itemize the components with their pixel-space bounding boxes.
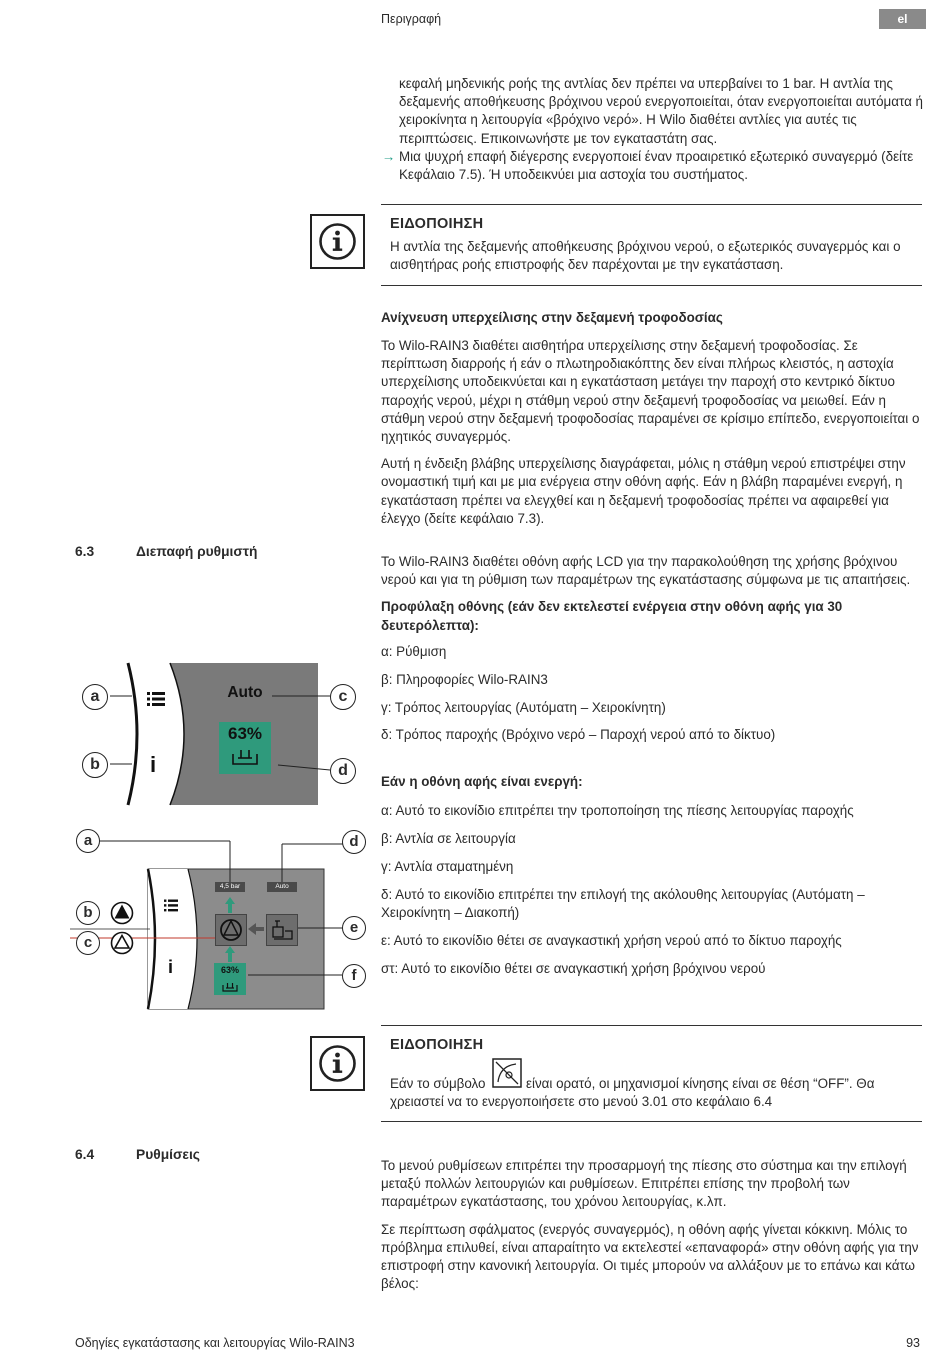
callout-a: a xyxy=(76,829,100,853)
page-header-title: Περιγραφή xyxy=(381,12,442,26)
section-6-4-paragraph-2: Σε περίπτωση σφάλματος (ενεργός συναγερμός), η οθόνη αφής γίνεται κόκκινη. Μόλις το πρόβλημα επιλυθεί, είναι απαραίτητο να εκτελεστεί «επαναφορά» στην οθόνη αφής για την επιστροφή στην κανονική λειτουργία. Οι τιμές μπορούν να αλλάξουν με το επάνω και κάτω βέλος: xyxy=(381,1221,919,1292)
section-6-4-body xyxy=(381,1157,921,1302)
language-badge: el xyxy=(879,9,926,29)
notice1-bottom-rule xyxy=(381,285,922,286)
notice2-text-after-line1 xyxy=(390,1075,915,1111)
supply-mode-tile[interactable] xyxy=(219,722,271,774)
intro-bullet-text: Μια ψυχρή επαφή διέγερσης ενεργοποιεί έναν προαιρετικό εξωτερικό συναγερμό (δείτε Κεφάλαιο 7.5). Ή υποδεικνύει μια αστοχία του συστήματος. xyxy=(399,148,914,183)
section-6-4-paragraph-1: Το μενού ρυθμίσεων επιτρέπει την προσαρμογή της πίεσης στο σύστημα και την επιλογή μεταξύ πολλών λειτουργιών και ρυθμίσεων. Επιτρέπει επίσης την προβολή των παραμέτρων εγκατάστασης, του χρόνου λειτουργίας, κ.λπ. xyxy=(381,1158,907,1210)
section-6-3-body xyxy=(381,553,921,987)
callout-d: d xyxy=(342,830,366,854)
active-heading: Εάν η οθόνη αφής είναι ενεργή: xyxy=(381,773,583,789)
notice1-top-rule xyxy=(381,204,922,205)
active-item: ε: Αυτό το εικονίδιο θέτει σε αναγκαστική χρήση νερού από το δίκτυο παροχής xyxy=(381,932,842,948)
notice2-heading: ΕΙΔΟΠΟΙΗΣΗ xyxy=(390,1037,484,1053)
footer-title: Οδηγίες εγκατάστασης και λειτουργίας Wilo-RAIN3 xyxy=(75,1336,355,1350)
info-icon[interactable]: i xyxy=(168,957,174,977)
overflow-paragraph-2: Αυτή η ένδειξη βλάβης υπερχείλισης διαγράφεται, μόλις η στάθμη νερού επιστρέψει στην ονομαστική τιμή και με μια ενέργεια στην οθόνη αφής. Εάν η βλάβη παραμένει ενεργή, η εγκατάσταση πρέπει να ελεγχθεί και η δεξαμενή τροφοδοσίας πρέπει να αφαιρεθεί για έλεγχο (δείτε κεφάλαιο 7.3). xyxy=(381,456,906,526)
mode-label-small[interactable]: Auto xyxy=(267,882,297,892)
intro-paragraph: κεφαλή μηδενικής ροής της αντλίας δεν πρέπει να υπερβαίνει το 1 bar. Η αντλία της δεξαμενής αποθήκευσης βρόχινου νερού ενεργοποιείται, όταν ενεργοποιείται αυτόματα ή χειροκίνητα η λειτουργία «βρόχινο νερό». Η Wilo διαθέτει αντλίες για αυτές τις περιπτώσεις. Επικοινωνήστε με τον εγκαταστάτη σας. xyxy=(399,76,923,146)
notice2-text-after: είναι ορατό, οι μηχανισμοί κίνησης είναι σε θέση “OFF”. Θα χρειαστεί να το ενεργοποιήσετε στο μενού 3.01 στο κεφάλαιο 6.4 xyxy=(390,1076,875,1110)
menu-list-icon[interactable] xyxy=(164,899,178,917)
tank-percent: 63% xyxy=(220,965,239,975)
info-notice-icon xyxy=(310,1036,365,1091)
callout-b: b xyxy=(76,901,100,925)
active-item: γ: Αντλία σταματημένη xyxy=(381,858,514,874)
screensaver-item: α: Ρύθμιση xyxy=(381,643,447,659)
tank-level-icon xyxy=(222,979,238,997)
pump-running-icon xyxy=(110,901,134,930)
section-6-3-intro: Το Wilo-RAIN3 διαθέτει οθόνη αφής LCD για την παρακολούθηση της χρήσης βρόχινου νερού και για τη ρύθμιση των παραμέτρων της εγκατάστασης σύμφωνα με τις απαιτήσεις. xyxy=(381,554,911,588)
arrow-right-icon: → xyxy=(382,148,396,164)
overflow-heading: Ανίχνευση υπερχείλισης στην δεξαμενή τροφοδοσίας xyxy=(381,310,723,325)
screensaver-heading: Προφύλαξη οθόνης (εάν δεν εκτελεστεί ενέργεια στην οθόνη αφής για 30 δευτερόλεπτα): xyxy=(381,599,843,633)
callout-b: b xyxy=(82,752,108,778)
figure-screensaver xyxy=(70,655,370,815)
overflow-paragraph-1: Το Wilo-RAIN3 διαθέτει αισθητήρα υπερχείλισης στην δεξαμενή τροφοδοσίας. Σε περίπτωση διαρροής ή εάν ο πλωτηροδιακόπτης δεν είναι πλήρως κλειστός, η αστοχία υπερχείλισης υποδεικνύεται και η εγκατάσταση μετάγει την παροχή στο κεντρικό δίκτυο παροχής νερού, μέχρι η στάθμη νερού στην δεξαμενή τροφοδοσίας να μειωθεί. Εάν η στάθμη νερού στην δεξαμενή τροφοδοσίας παραμένει σε κρίσιμο επίπεδο, ενεργοποιείται ο ηχητικός συναγερμός. xyxy=(381,338,920,445)
active-item: στ: Αυτό το εικονίδιο θέτει σε αναγκαστική χρήση βρόχινου νερού xyxy=(381,960,766,976)
intro-bullet xyxy=(382,148,929,184)
notice2-text-before: Εάν το σύμβολο xyxy=(390,1076,486,1091)
pump-tile[interactable] xyxy=(215,914,247,946)
info-icon[interactable]: i xyxy=(150,752,157,777)
callout-c: c xyxy=(330,684,356,710)
mode-label[interactable]: Auto xyxy=(227,684,263,701)
intro-block xyxy=(382,75,929,184)
figure-active-screen xyxy=(70,825,370,1015)
section-6-3-number: 6.3 xyxy=(75,544,95,559)
section-6-4-number: 6.4 xyxy=(75,1147,95,1162)
menu-list-icon[interactable] xyxy=(147,691,165,707)
callout-e: e xyxy=(342,916,366,940)
callout-c: c xyxy=(76,931,100,955)
screensaver-item: γ: Τρόπος λειτουργίας (Αυτόματη – Χειροκίνητη) xyxy=(381,699,666,715)
mains-supply-icon[interactable] xyxy=(266,914,298,946)
notice1-heading: ΕΙΔΟΠΟΙΗΣΗ xyxy=(390,216,484,232)
pump-stopped-icon xyxy=(110,931,134,960)
overflow-body xyxy=(381,337,923,537)
tank-level-icon xyxy=(232,749,258,770)
screensaver-item: β: Πληροφορίες Wilo-RAIN3 xyxy=(381,671,548,687)
rainwater-tile[interactable] xyxy=(214,963,246,995)
screensaver-item: δ: Τρόπος παροχής (Βρόχινο νερό – Παροχή νερού από το δίκτυο) xyxy=(381,727,776,743)
pressure-label[interactable]: 4,5 bar xyxy=(215,882,245,892)
active-item: α: Αυτό το εικονίδιο επιτρέπει την τροποποίηση της πίεσης λειτουργίας παροχής xyxy=(381,802,854,818)
callout-a: a xyxy=(82,684,108,710)
notice2-bottom-rule xyxy=(381,1121,922,1122)
callout-d: d xyxy=(330,758,356,784)
section-6-4-title: Ρυθμίσεις xyxy=(136,1147,200,1162)
page-number: 93 xyxy=(906,1336,920,1350)
tank-percent: 63% xyxy=(227,724,263,743)
callout-f: f xyxy=(342,964,366,988)
active-item: β: Αντλία σε λειτουργία xyxy=(381,830,516,846)
info-notice-icon xyxy=(310,214,365,269)
notice1-text: Η αντλία της δεξαμενής αποθήκευσης βρόχινου νερού, ο εξωτερικός συναγερμός και ο αισθητήρας ροής επιστροφής δεν παρέχονται με την εγκατάσταση. xyxy=(390,239,901,273)
active-item: δ: Αυτό το εικονίδιο επιτρέπει την επιλογή της ακόλουθης λειτουργίας (Αυτόματη – Χειροκίνητη – Διακοπή) xyxy=(381,886,865,920)
notice2-top-rule xyxy=(381,1025,922,1026)
section-6-3-title: Διεπαφή ρυθμιστή xyxy=(136,544,258,559)
